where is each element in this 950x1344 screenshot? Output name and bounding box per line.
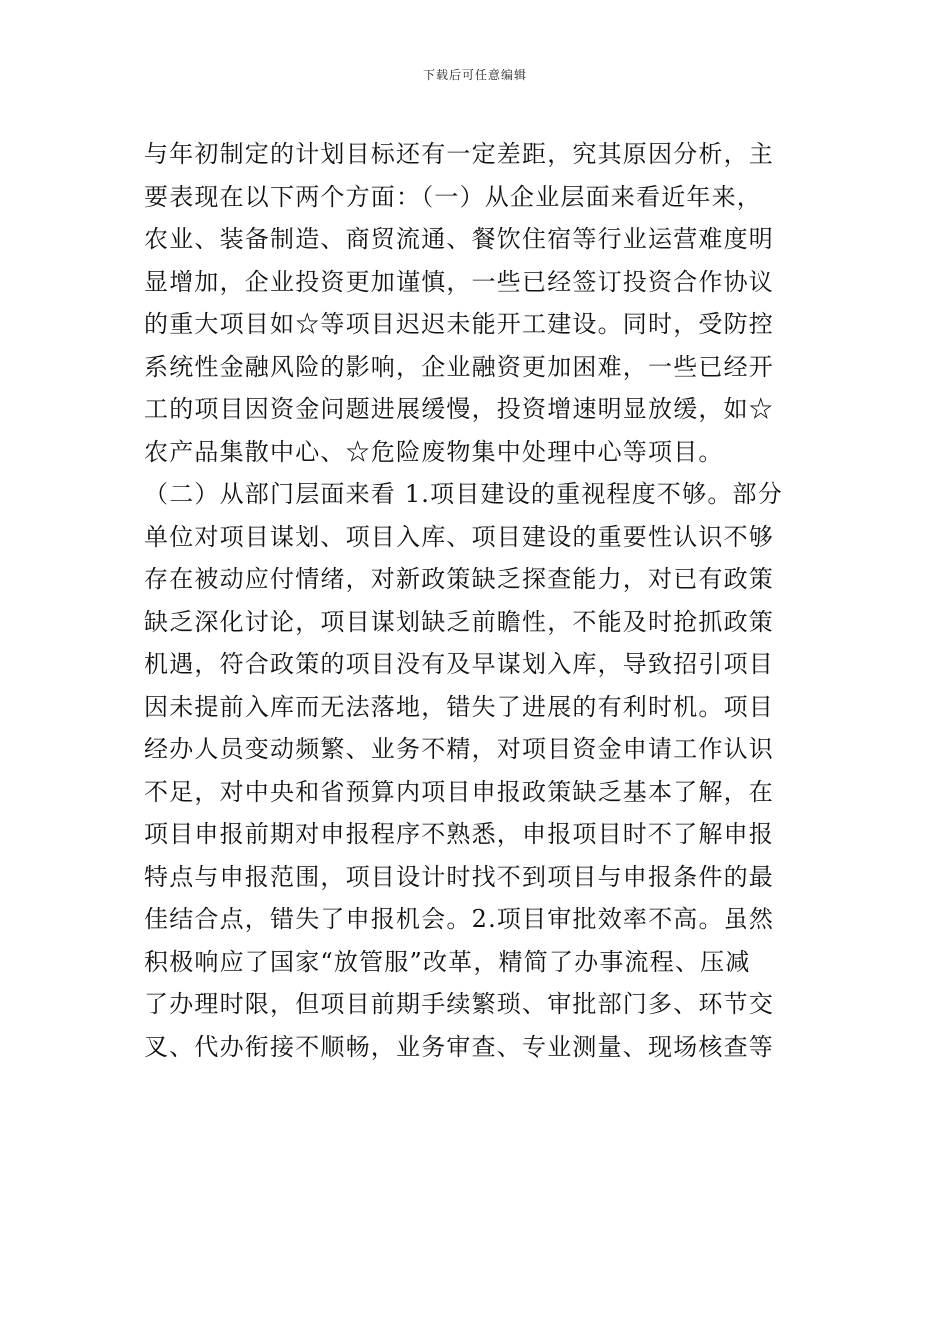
text-line: 积极响应了国家“放管服”改革，精简了办事流程、压减 [144,947,751,976]
text-line: 特点与申报范围，项目设计时找不到项目与申报条件的最 [144,862,774,891]
text-line: 农业、装备制造、商贸流通、餐饮住宿等行业运营难度明 [144,225,774,253]
text-line: 要表现在以下两个方面：（一）从企业层面来看近年来， [144,182,762,211]
text-line: 叉、代办衔接不顺畅，业务审查、专业测量、现场核查等 [144,1032,774,1061]
text-line: 与年初制定的计划目标还有一定差距，究其原因分析，主 [144,140,774,168]
text-line: 缺乏深化讨论，项目谋划缺乏前瞻性，不能及时抢抓政策 [144,607,774,636]
text-line: （二）从部门层面来看 1.项目建设的重视程度不够。部分 [144,480,783,508]
text-line: 不足，对中央和省预算内项目申报政策缺乏基本了解，在 [144,777,774,806]
text-line: 机遇，符合政策的项目没有及早谋划入库，导致招引项目 [144,650,774,678]
text-line: 的重大项目如☆等项目迟迟未能开工建设。同时，受防控 [144,310,774,338]
text-line: 农产品集散中心、☆危险废物集中处理中心等项目。 [144,437,724,466]
text-line: 工的项目因资金问题进展缓慢，投资增速明显放缓，如☆ [144,395,774,423]
text-line: 项目申报前期对申报程序不熟悉，申报项目时不了解申报 [144,820,774,848]
text-line: 单位对项目谋划、项目入库、项目建设的重要性认识不够 [144,522,774,551]
text-line: 存在被动应付情绪，对新政策缺乏探查能力，对已有政策 [144,565,774,593]
header-note: 下载后可任意编辑 [422,68,527,82]
text-line: 系统性金融风险的影响，企业融资更加困难，一些已经开 [144,352,774,381]
text-line: 因未提前入库而无法落地，错失了进展的有利时机。项目 [144,692,774,721]
body-text [144,133,824,1068]
text-line: 经办人员变动频繁、业务不精，对项目资金申请工作认识 [144,735,774,763]
text-line: 了办理时限，但项目前期手续繁琐、审批部门多、环节交 [144,990,774,1018]
text-line: 佳结合点，错失了申报机会。2.项目审批效率不高。虽然 [144,905,775,933]
text-line: 显增加，企业投资更加谨慎，一些已经签订投资合作协议 [144,267,774,296]
